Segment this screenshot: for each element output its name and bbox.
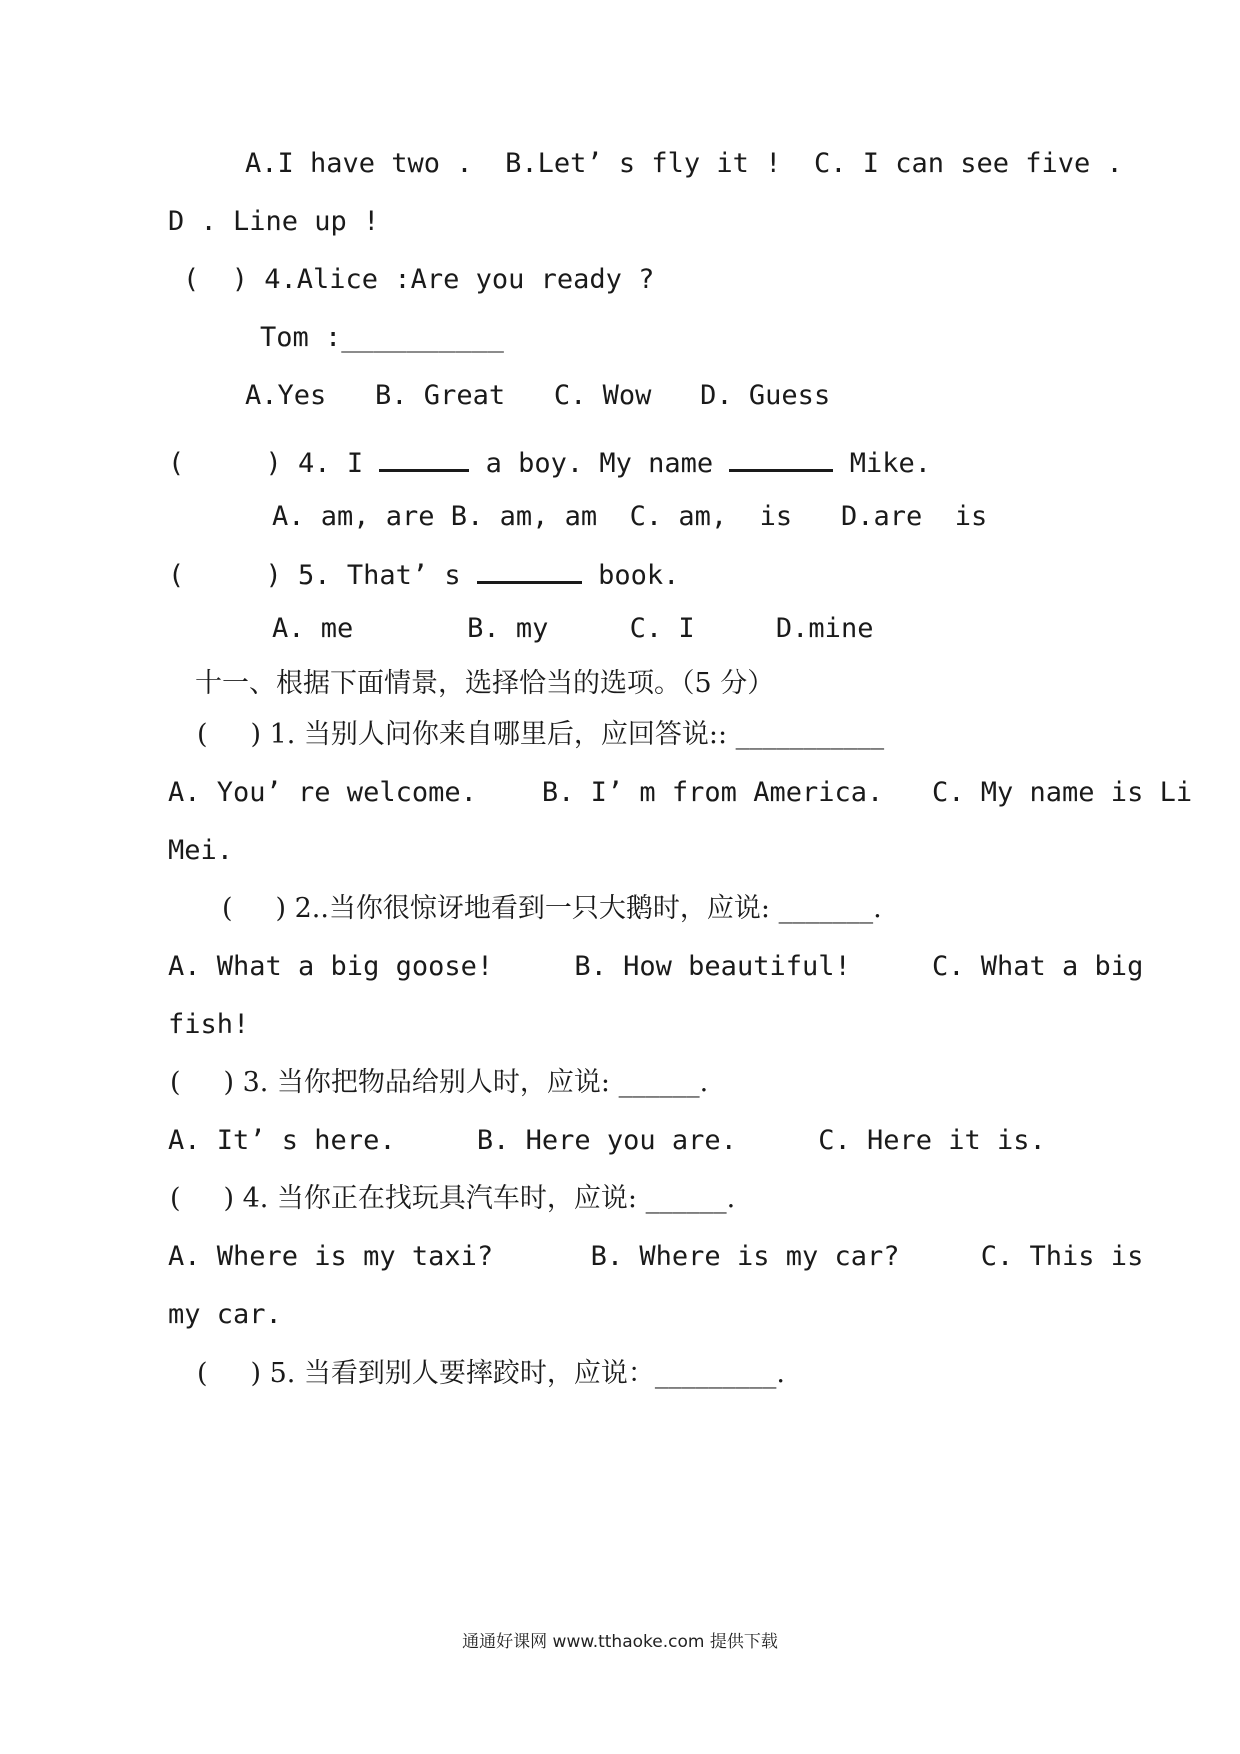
s11-q4: ( ) 4. 当你正在找玩具汽车时，应说: ______. [170, 1183, 736, 1214]
s11-q1: ( ) 1. 当别人问你来自哪里后，应回答说:: ___________ [197, 719, 885, 750]
q3-options-line-2: D . Line up ! [168, 206, 380, 237]
s11-q2-options-line-2: fish! [168, 1009, 250, 1040]
q4a-options: A.Yes B. Great C. Wow D. Guess [245, 380, 831, 411]
q5-paren: ( ) 5. [168, 560, 331, 591]
q4a-question: ( ) 4.Alice :Are you ready ? [183, 264, 655, 295]
section-11-heading: 十一、根据下面情景，选择恰当的选项。（5 分） [195, 668, 775, 699]
q5-part-1: That’ s [330, 560, 477, 591]
page-footer: 通通好课网 www.tthaoke.com 提供下载 [462, 1632, 778, 1652]
s11-q4-options-line-2: my car. [168, 1299, 282, 1330]
q3-options-line-1: A.I have two . B.Let’ s fly it ! C. I can see five . [245, 148, 1123, 179]
q4b-blank-1 [379, 443, 469, 472]
q4b-blank-2 [729, 443, 833, 472]
s11-q4-options-line-1: A. Where is my taxi? B. Where is my car? C. This is [168, 1241, 1144, 1272]
s11-q2-options-line-1: A. What a big goose! B. How beautiful! C. What a big [168, 951, 1144, 982]
q4b-part-2: a boy. My name [469, 448, 730, 479]
q4b-part-3: Mike. [833, 448, 931, 479]
s11-q1-options-line-1: A. You’ re welcome. B. I’ m from America. C. My name is Li [168, 777, 1193, 808]
q5-question [168, 555, 679, 591]
q4a-answer-line: Tom :__________ [260, 322, 504, 353]
s11-q3: ( ) 3. 当你把物品给别人时，应说: ______. [170, 1067, 709, 1098]
q5-options: A. me B. my C. I D.mine [272, 613, 874, 644]
s11-q3-options: A. It’ s here. B. Here you are. C. Here it is. [168, 1125, 1046, 1156]
q4b-question [168, 443, 931, 479]
q4b-paren: ( ) 4. [168, 448, 331, 479]
q5-blank [477, 555, 582, 584]
s11-q5: ( ) 5. 当看到别人要摔跤时，应说：_________. [197, 1358, 785, 1389]
s11-q1-options-line-2: Mei. [168, 835, 234, 866]
s11-q2: ( ) 2..当你很惊讶地看到一只大鹅时，应说: _______. [222, 893, 882, 924]
q5-part-2: book. [581, 560, 680, 591]
q4b-options: A. am, are B. am, am C. am, is D.are is [272, 501, 988, 532]
q4b-part-1: I [330, 448, 380, 479]
